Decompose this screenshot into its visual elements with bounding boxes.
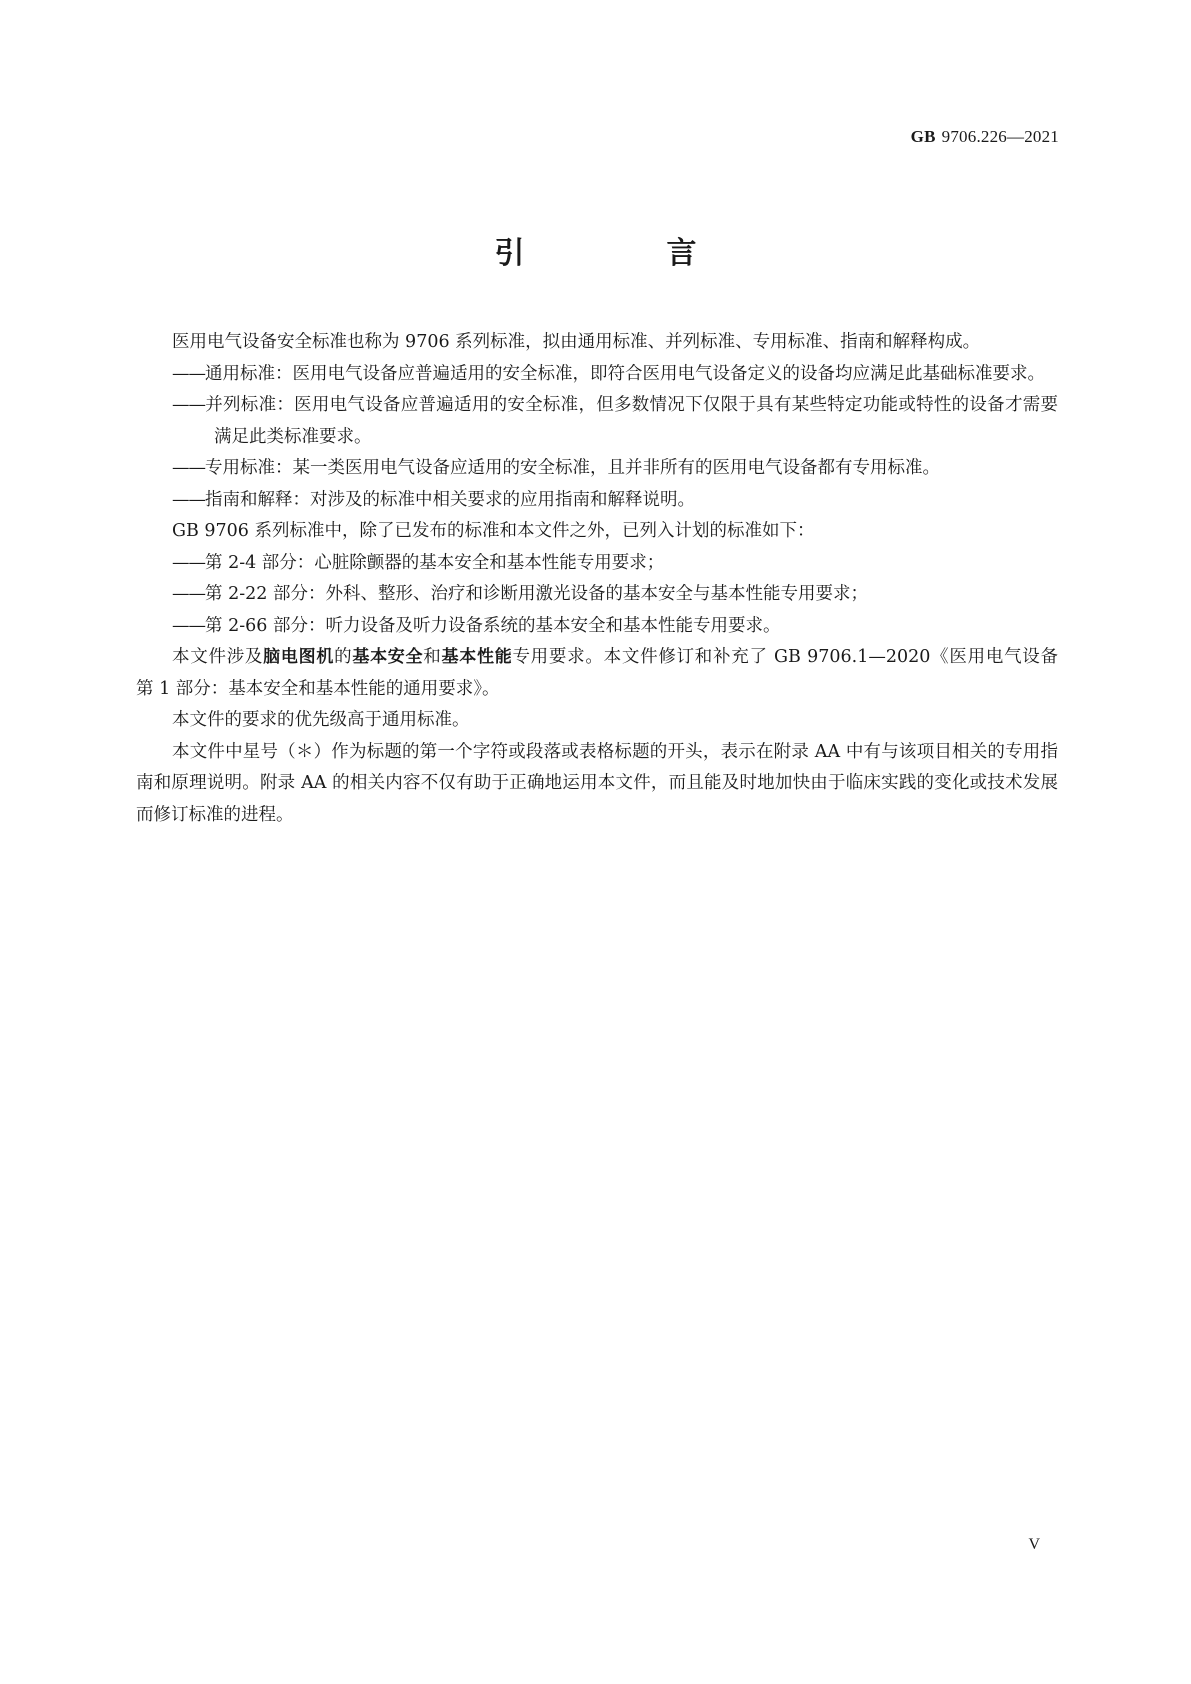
list-item-part-2-4 — [136, 548, 1058, 580]
paragraph-series-overview: 医用电气设备安全标准也称为 9706 系列标准，拟由通用标准、并列标准、专用标准、指南和解释构成。 — [172, 332, 981, 352]
paragraph-asterisk-note: 本文件中星号（＊）作为标题的第一个字符或段落或表格标题的开头，表示在附录 AA 中有与该项目相关的专用指南和原理说明。附录 AA 的相关内容不仅有助于正确地运用本文件，而且能及时地加快由于临床实践的变化或技术发展而修订标准的进程。 — [136, 741, 1058, 825]
standard-code — [911, 127, 1059, 147]
list-item-text: 第 2-66 部分：听力设备及听力设备系统的基本安全和基本性能专用要求。 — [205, 615, 781, 636]
introduction-body — [136, 327, 1076, 831]
dash-marker: —— — [172, 395, 205, 415]
list-item-text: 并列标准：医用电气设备应普遍适用的安全标准，但多数情况下仅限于具有某些特定功能或特性的设备才需要满足此类标准要求。 — [205, 395, 1058, 447]
standard-number: 9706.226—2021 — [941, 127, 1059, 146]
dash-marker: —— — [172, 552, 205, 573]
list-item-text: 第 2-22 部分：外科、整形、治疗和诊断用激光设备的基本安全与基本性能专用要求； — [205, 584, 868, 604]
dash-marker: —— — [172, 458, 205, 478]
text-run: 本文件涉及 — [172, 647, 264, 667]
term-basic-safety: 基本安全 — [352, 647, 424, 667]
list-item-text: 第 2-4 部分：心脏除颤器的基本安全和基本性能专用要求； — [205, 552, 665, 573]
dash-marker: —— — [172, 615, 205, 636]
paragraph-scope — [136, 642, 1076, 705]
term-essential-performance: 基本性能 — [441, 647, 513, 667]
standard-prefix: GB — [910, 127, 936, 146]
term-eeg-machine: 脑电图机 — [263, 647, 335, 667]
list-item-general-standard — [136, 359, 1058, 391]
list-item-guidance — [136, 485, 1058, 517]
list-item-text: 通用标准：医用电气设备应普遍适用的安全标准，即符合医用电气设备定义的设备均应满足此基础标准要求。 — [205, 363, 1045, 384]
page-title: 引 言 — [494, 236, 753, 271]
dash-marker: —— — [172, 584, 205, 604]
list-item-collateral-standard — [136, 390, 1058, 453]
list-item-text: 专用标准：某一类医用电气设备应适用的安全标准，且并非所有的医用电气设备都有专用标准。 — [205, 458, 940, 478]
page-number: V — [1028, 1536, 1040, 1553]
dash-marker: —— — [172, 363, 205, 384]
list-item-text: 指南和解释：对涉及的标准中相关要求的应用指南和解释说明。 — [205, 489, 695, 510]
paragraph-priority: 本文件的要求的优先级高于通用标准。 — [172, 710, 470, 730]
dash-marker: —— — [172, 489, 205, 510]
text-run: 的 — [334, 647, 353, 667]
list-item-part-2-22 — [136, 579, 1058, 611]
text-run: 专用要求。本文件修订和补充了 GB 9706.1—2020《医用电气设备 第 1 部分：基本安全和基本性能的通用要求》。 — [136, 647, 1076, 699]
list-item-part-2-66 — [136, 611, 1058, 643]
paragraph-planned-standards: GB 9706 系列标准中，除了已发布的标准和本文件之外，已列入计划的标准如下： — [172, 521, 815, 541]
list-item-particular-standard — [136, 453, 1058, 485]
text-run: 和 — [423, 647, 442, 667]
